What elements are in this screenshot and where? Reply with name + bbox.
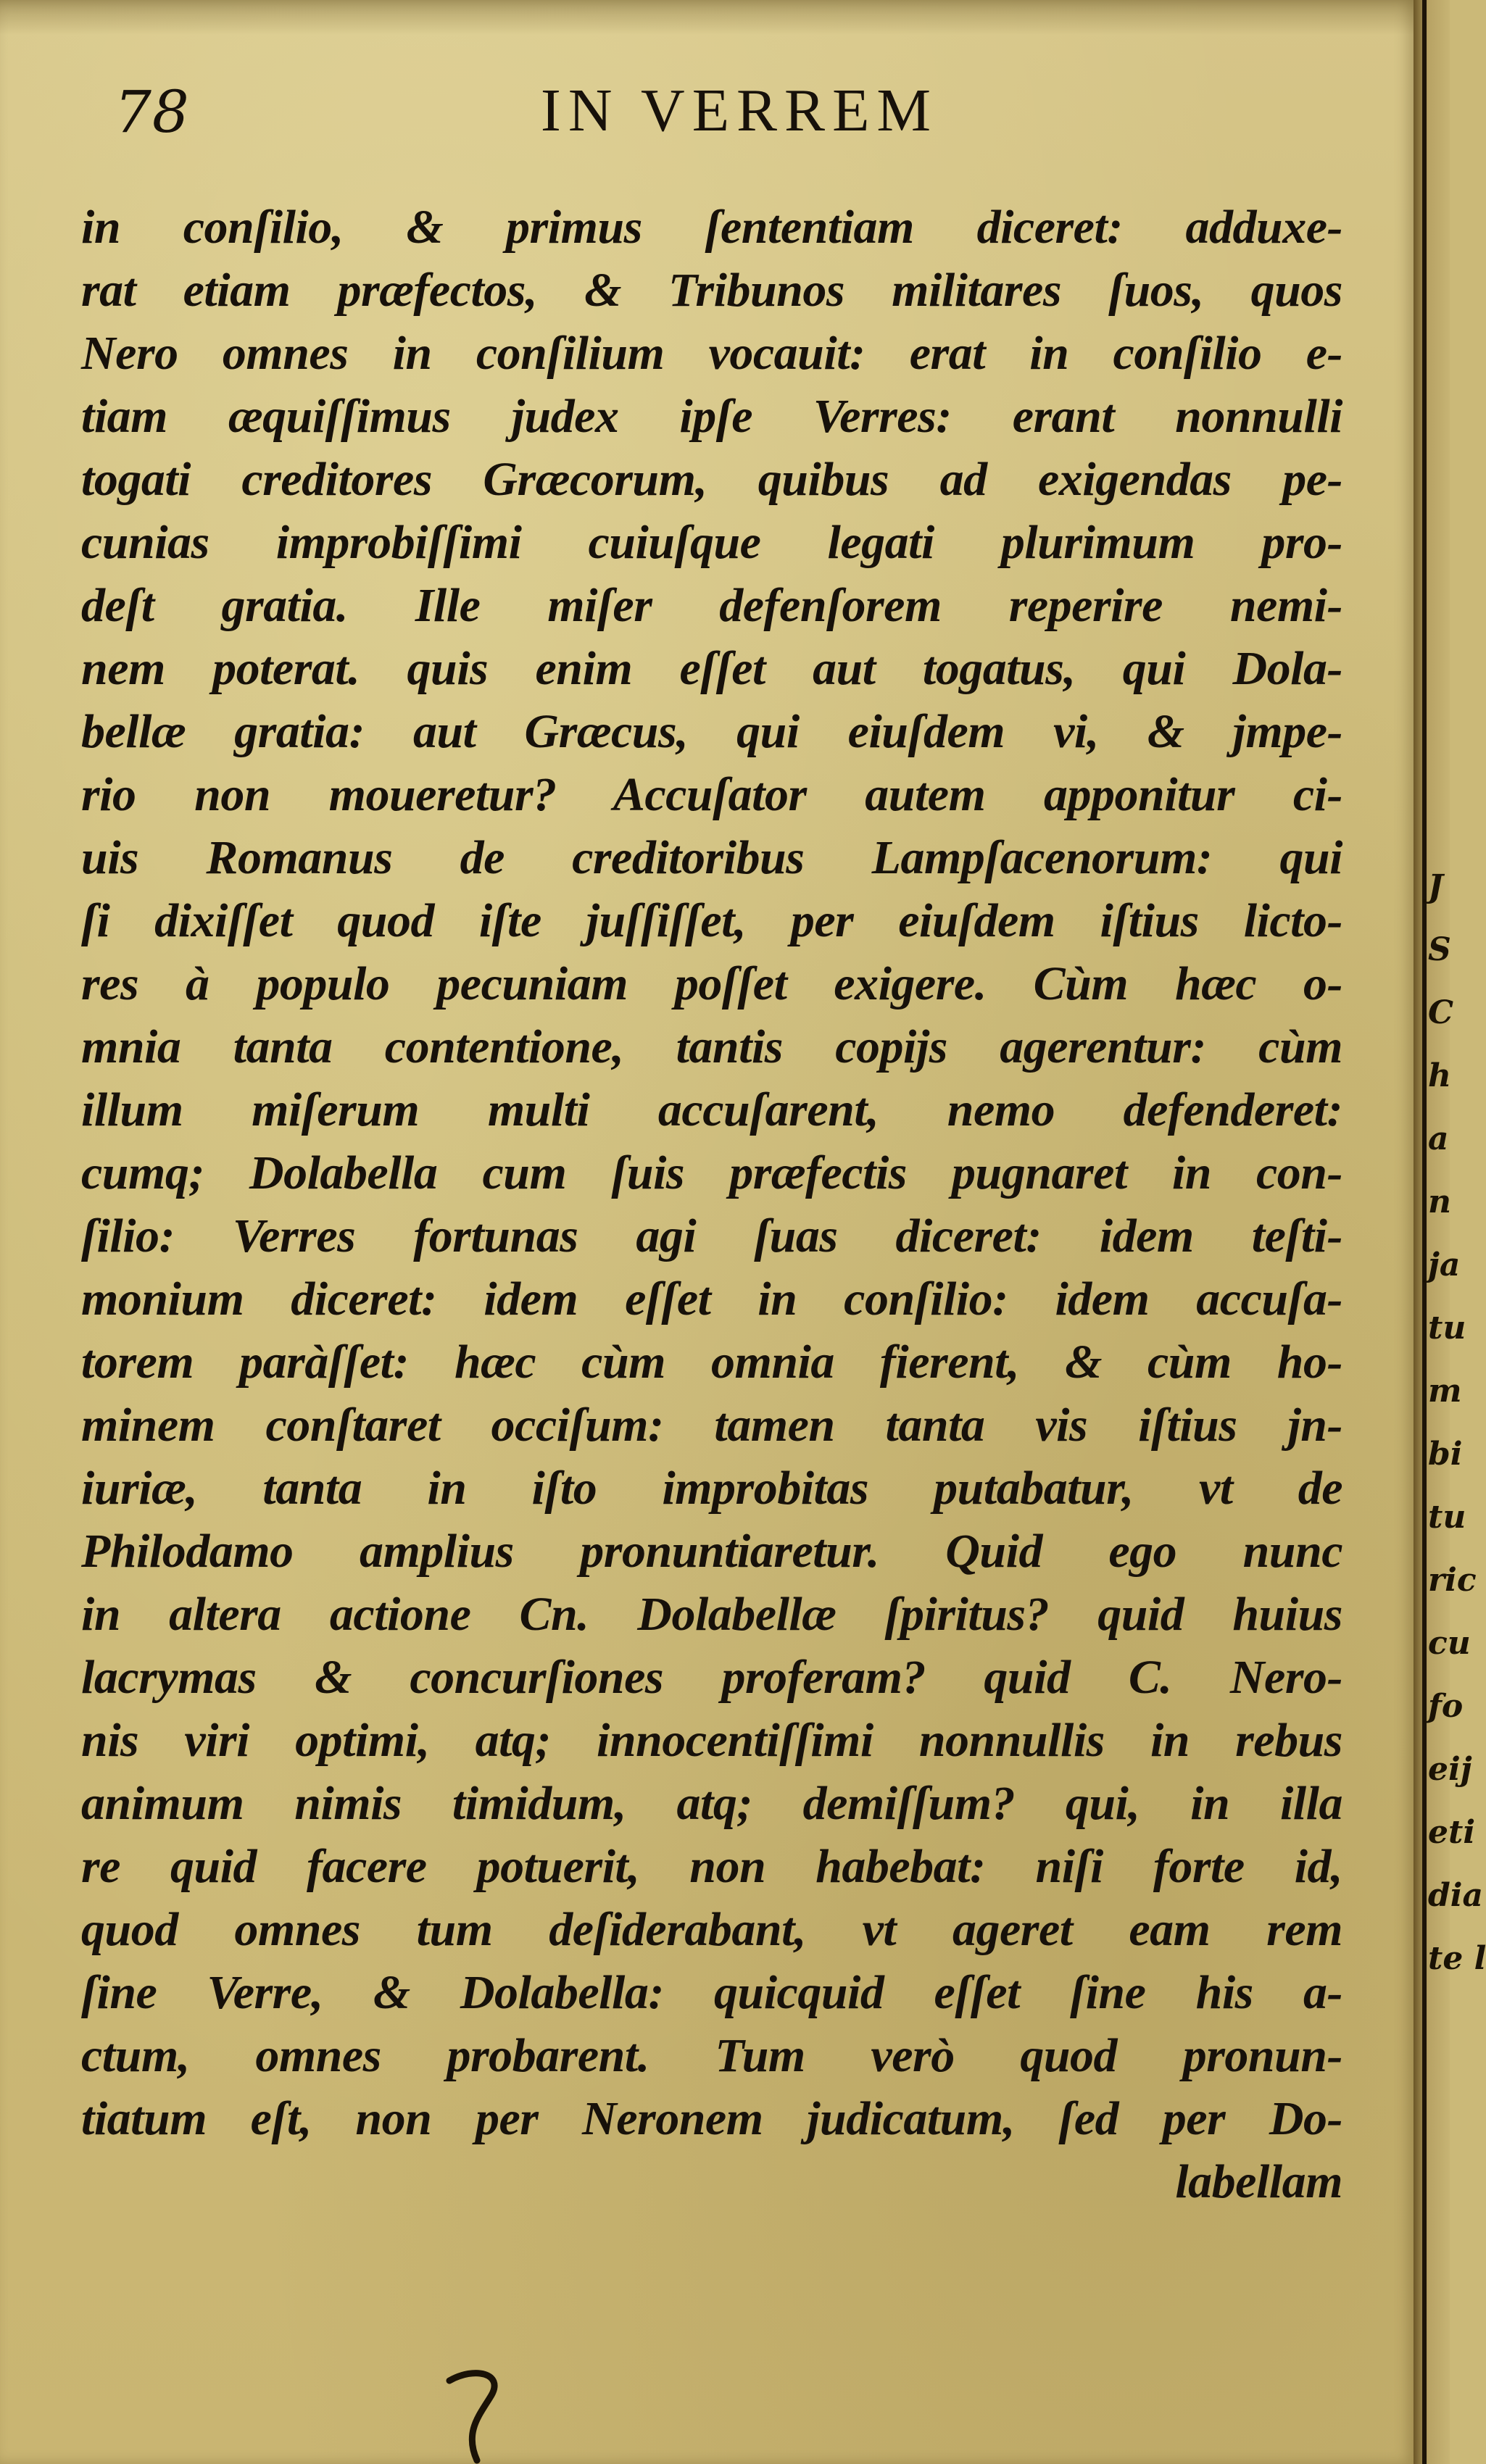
text-line: bellæ gratia: aut Græcus, qui eiuſdem vi, & jmpe- bbox=[81, 705, 1342, 758]
adjacent-fragment: ric bbox=[1428, 1562, 1477, 1599]
text-line: ctum, omnes probarent. Tum verò quod pronun- bbox=[81, 2029, 1342, 2082]
text-line: in conſilio, & primus ſententiam diceret: adduxe- bbox=[81, 201, 1342, 254]
adjacent-fragment: S bbox=[1428, 931, 1451, 968]
adjacent-fragment: te l bbox=[1428, 1940, 1486, 1977]
adjacent-fragment: eti bbox=[1428, 1814, 1476, 1851]
running-head: IN VERREM bbox=[540, 77, 939, 144]
text-line: rat etiam præfectos, & Tribunos militares ſuos, quos bbox=[81, 264, 1342, 317]
text-line: ſilio: Verres fortunas agi ſuas diceret: idem teſti- bbox=[81, 1210, 1342, 1262]
text-line: deſt gratia. Ille miſer defenſorem reperire nemi- bbox=[81, 579, 1342, 632]
gutter-line bbox=[1422, 0, 1427, 2464]
text-line: uis Romanus de creditoribus Lampſacenorum: qui bbox=[81, 831, 1342, 884]
text-line: mnia tanta contentione, tantis copijs agerentur: cùm bbox=[81, 1020, 1342, 1073]
text-line: ſine Verre, & Dolabella: quicquid eſſet ſine his a- bbox=[81, 1966, 1342, 2019]
adjacent-fragment: tu bbox=[1428, 1499, 1466, 1536]
adjacent-fragment: bi bbox=[1428, 1436, 1463, 1473]
text-line: Philodamo amplius pronuntiaretur. Quid ego nunc bbox=[81, 1525, 1342, 1578]
adjacent-page-edge bbox=[1414, 0, 1486, 2464]
text-line: quod omnes tum deſiderabant, vt ageret eam rem bbox=[81, 1903, 1342, 1956]
adjacent-fragment: eij bbox=[1428, 1751, 1472, 1788]
adjacent-page-text bbox=[1428, 855, 1486, 1990]
text-line: cumq; Dolabella cum ſuis præfectis pugnaret in con- bbox=[81, 1146, 1342, 1199]
catchword: labellam bbox=[1175, 2155, 1342, 2208]
adjacent-fragment: dia bbox=[1428, 1877, 1483, 1914]
adjacent-fragment: m bbox=[1428, 1373, 1462, 1410]
text-line: togati creditores Græcorum, quibus ad exigendas pe- bbox=[81, 453, 1342, 506]
text-line: nem poterat. quis enim eſſet aut togatus, qui Dola- bbox=[81, 642, 1342, 695]
adjacent-fragment: h bbox=[1428, 1057, 1451, 1094]
text-line: res à populo pecuniam poſſet exigere. Cùm hæc o- bbox=[81, 957, 1342, 1010]
text-line: lacrymas & concurſiones proferam? quid C. Nero- bbox=[81, 1651, 1342, 1704]
adjacent-fragment: a bbox=[1428, 1120, 1449, 1157]
ink-stroke-mark bbox=[435, 2363, 522, 2464]
adjacent-fragment: J bbox=[1428, 868, 1443, 905]
text-line: animum nimis timidum, atq; demiſſum? qui, in illa bbox=[81, 1777, 1342, 1830]
text-line: iuriæ, tanta in iſto improbitas putabatur, vt de bbox=[81, 1462, 1342, 1515]
text-line: re quid facere potuerit, non habebat: niſi forte id, bbox=[81, 1840, 1342, 1893]
text-line: illum miſerum multi accuſarent, nemo defenderet: bbox=[81, 1083, 1342, 1136]
page-number: 78 bbox=[115, 78, 190, 146]
page-top-shadow bbox=[0, 0, 1414, 35]
text-line: minem conſtaret occiſum: tamen tanta vis iſtius jn- bbox=[81, 1399, 1342, 1452]
text-line: monium diceret: idem eſſet in conſilio: idem accuſa- bbox=[81, 1273, 1342, 1325]
adjacent-fragment: ja bbox=[1428, 1246, 1461, 1283]
text-line: tiatum eſt, non per Neronem judicatum, ſed per Do- bbox=[81, 2092, 1342, 2145]
text-line: ſi dixiſſet quod iſte juſſiſſet, per eiuſdem iſtius licto- bbox=[81, 894, 1342, 947]
adjacent-fragment: fo bbox=[1428, 1688, 1464, 1725]
adjacent-fragment: n bbox=[1428, 1183, 1451, 1220]
text-line: nis viri optimi, atq; innocentiſſimi nonnullis in rebus bbox=[81, 1714, 1342, 1767]
adjacent-fragment: C bbox=[1428, 994, 1454, 1031]
adjacent-fragment: tu bbox=[1428, 1310, 1466, 1347]
text-line: in altera actione Cn. Dolabellæ ſpiritus? quid huius bbox=[81, 1588, 1342, 1641]
text-line: torem paràſſet: hæc cùm omnia fierent, & cùm ho- bbox=[81, 1336, 1342, 1389]
adjacent-fragment: cu bbox=[1428, 1625, 1471, 1662]
text-line: rio non moueretur? Accuſator autem apponitur ci- bbox=[81, 768, 1342, 821]
body-text bbox=[81, 196, 1342, 2213]
text-line: tiam æquiſſimus judex ipſe Verres: erant nonnulli bbox=[81, 390, 1342, 443]
text-line: cunias improbiſſimi cuiuſque legati plurimum pro- bbox=[81, 516, 1342, 569]
text-line: Nero omnes in conſilium vocauit: erat in conſilio e- bbox=[81, 327, 1342, 380]
